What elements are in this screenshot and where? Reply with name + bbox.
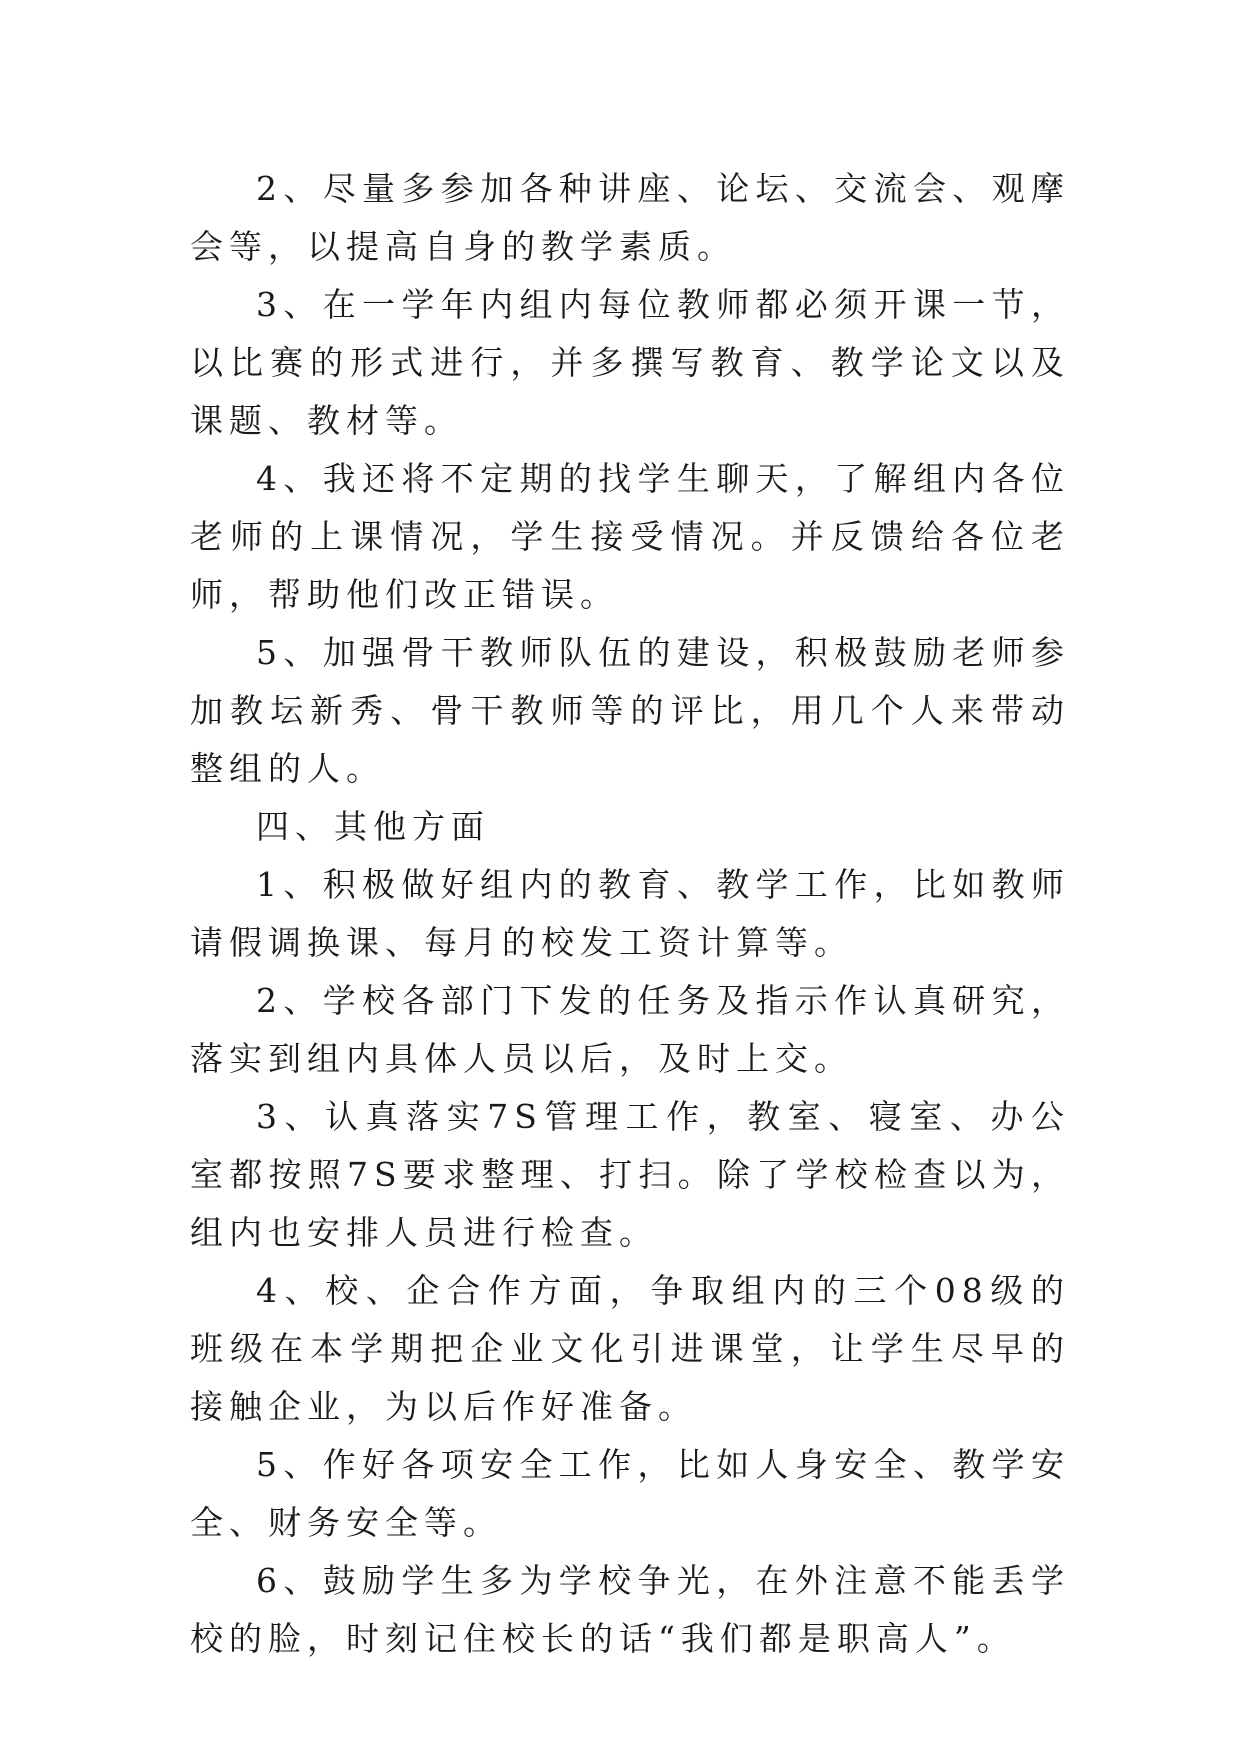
paragraph-other-5-safety: 5、作好各项安全工作，比如人身安全、教学安全、财务安全等。 [190,1445,1070,1542]
paragraph-item-4-student-chat: 4、我还将不定期的找学生聊天，了解组内各位老师的上课情况，学生接受情况。并反馈给各位老师，帮助他们改正错误。 [190,459,1070,614]
paragraph-other-3-7s-management: 3、认真落实7S管理工作，教室、寝室、办公室都按照7S要求整理、打扫。除了学校检查以为，组内也安排人员进行检查。 [190,1097,1070,1252]
section-heading-other: 四、其他方面 [256,807,490,846]
paragraph-other-1-teaching-work: 1、积极做好组内的教育、教学工作，比如教师请假调换课、每月的校发工资计算等。 [190,865,1070,962]
document-body [190,160,1070,1668]
paragraph-item-2-lectures: 2、尽量多参加各种讲座、论坛、交流会、观摩会等，以提高自身的教学素质。 [190,169,1070,266]
paragraph-other-4-school-enterprise: 4、校、企合作方面，争取组内的三个08级的班级在本学期把企业文化引进课堂，让学生尽早的接触企业，为以后作好准备。 [190,1271,1070,1426]
paragraph-other-2-tasks: 2、学校各部门下发的任务及指示作认真研究，落实到组内具体人员以后，及时上交。 [190,981,1070,1078]
paragraph-item-5-backbone-teachers: 5、加强骨干教师队伍的建设，积极鼓励老师参加教坛新秀、骨干教师等的评比，用几个人来带动整组的人。 [190,633,1070,788]
paragraph-other-6-honor: 6、鼓励学生多为学校争光，在外注意不能丢学校的脸，时刻记住校长的话“我们都是职高人”。 [190,1561,1070,1658]
paragraph-item-3-open-class: 3、在一学年内组内每位教师都必须开课一节，以比赛的形式进行，并多撰写教育、教学论文以及课题、教材等。 [190,285,1070,440]
